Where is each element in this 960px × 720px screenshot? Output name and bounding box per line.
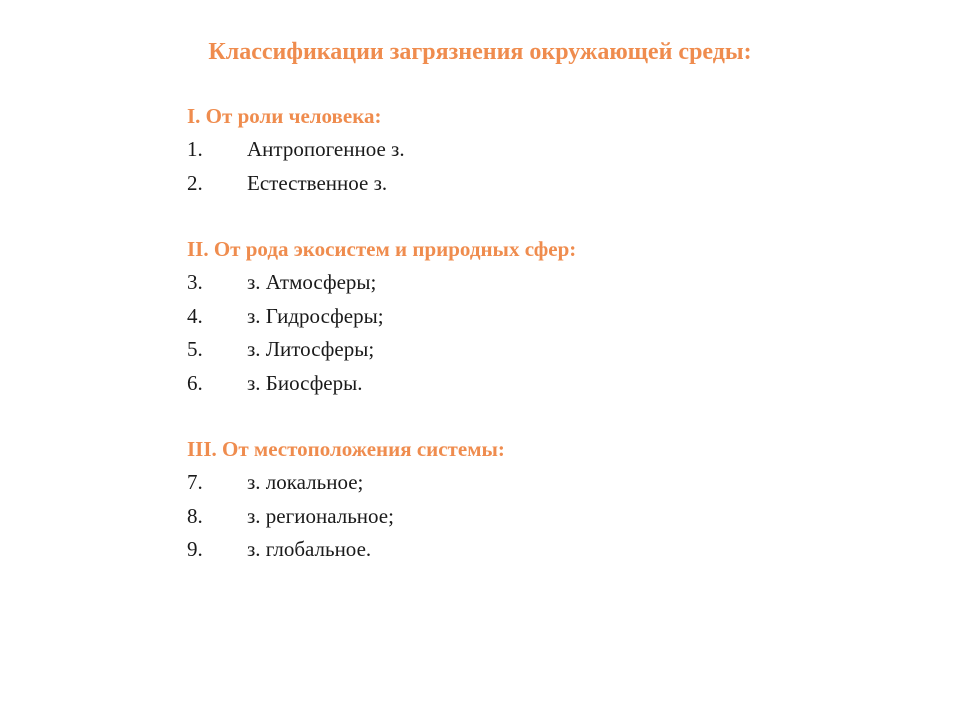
item-text: Антропогенное з. xyxy=(247,137,405,161)
item-text: з. Гидросферы; xyxy=(247,303,384,328)
list-item xyxy=(187,333,867,367)
section-heading: II. От рода экосистем и природных сфер: xyxy=(187,237,577,261)
section-ecosystem-type xyxy=(187,233,867,400)
slide-title: Классификации загрязнения окружающей среды: xyxy=(208,39,752,65)
item-number: 3. xyxy=(187,270,203,294)
section-heading: III. От местоположения системы: xyxy=(187,437,505,461)
list-item xyxy=(187,266,867,300)
item-number: 4. xyxy=(187,303,203,328)
list-item xyxy=(187,500,867,534)
item-number: 8. xyxy=(187,503,203,528)
section-system-location xyxy=(187,433,867,567)
item-number: 9. xyxy=(187,537,203,561)
item-number: 6. xyxy=(187,370,203,395)
item-text: Естественное з. xyxy=(247,170,388,195)
item-number: 1. xyxy=(187,137,203,161)
section-heading: I. От роли человека: xyxy=(187,104,382,128)
section-human-role xyxy=(187,100,867,200)
item-text: з. глобальное. xyxy=(247,537,372,561)
item-text: з. Биосферы. xyxy=(247,370,363,395)
list-item xyxy=(187,466,867,500)
item-number: 2. xyxy=(187,170,203,195)
list-item xyxy=(187,167,867,201)
item-number: 7. xyxy=(187,470,203,494)
list-item xyxy=(187,533,867,567)
list-item xyxy=(187,133,867,167)
list-item xyxy=(187,367,867,401)
item-text: з. Литосферы; xyxy=(247,337,375,361)
list-item xyxy=(187,300,867,334)
item-text: з. региональное; xyxy=(247,503,394,528)
item-number: 5. xyxy=(187,337,203,361)
item-text: з. Атмосферы; xyxy=(247,270,377,294)
classification-list xyxy=(187,100,867,567)
item-text: з. локальное; xyxy=(247,470,364,494)
